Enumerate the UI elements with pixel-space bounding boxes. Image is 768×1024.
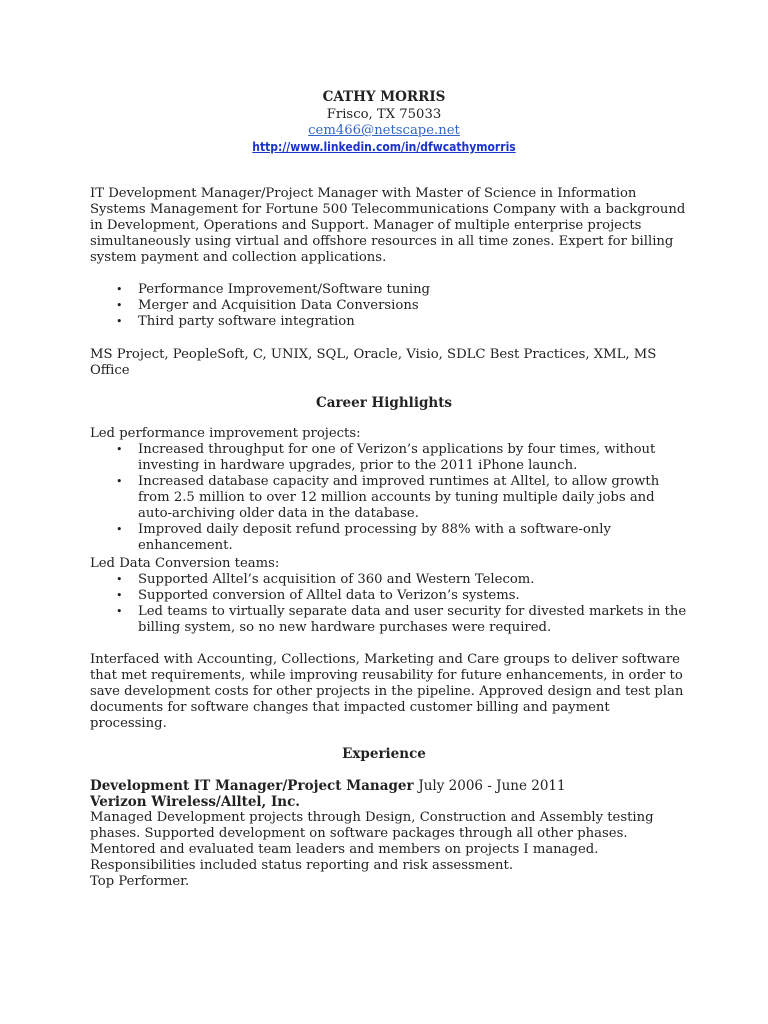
career-group-intro: Led performance improvement projects: [90, 426, 361, 441]
list-item: • Improved daily deposit refund processing by 88% with a software-only enhancement. [90, 522, 690, 554]
summary-paragraph: IT Development Manager/Project Manager with Master of Science in Information Systems Management for Fortune 500 Telecommunications Company with a background in Development, Operations and Support. Manager of multiple enterprise projects simultaneously using virtual and offshore resources in all time zones. Expert for billing system payment and collection applications. [90, 186, 686, 265]
list-item: • Supported Alltel’s acquisition of 360 and Western Telecom. [90, 572, 690, 588]
list-item: • Increased database capacity and improved runtimes at Alltel, to allow growth from 2.5 million to over 12 million accounts by tuning multiple daily jobs and auto-archiving older data in the database. [90, 474, 690, 522]
list-item: • Merger and Acquisition Data Conversions [90, 298, 690, 314]
candidate-location: Frisco, TX 75033 [326, 107, 442, 122]
career-highlights-heading: Career Highlights [315, 395, 453, 411]
list-item: • Led teams to virtually separate data and user security for divested markets in the billing system, so no new hardware purchases were required. [90, 604, 690, 636]
job-dates: July 2006 - June 2011 [418, 778, 566, 794]
conversion-bullet-list [90, 572, 690, 636]
list-item: • Increased throughput for one of Verizon’s applications by four times, without investing in hardware upgrades, prior to the 2011 iPhone launch. [90, 442, 690, 474]
company-name: Verizon Wireless/Alltel, Inc. [90, 794, 300, 810]
job-title: Development IT Manager/Project Manager [90, 778, 414, 794]
skills-line: MS Project, PeopleSoft, C, UNIX, SQL, Oracle, Visio, SDLC Best Practices, XML, MS Office [90, 347, 657, 378]
experience-heading: Experience [342, 746, 426, 762]
job-note: Top Performer. [90, 874, 190, 889]
linkedin-link[interactable]: http://www.linkedin.com/in/dfwcathymorris [252, 140, 516, 154]
email-link[interactable]: cem466@netscape.net [308, 123, 460, 138]
list-item: • Performance Improvement/Software tuning [90, 282, 690, 298]
candidate-name: CATHY MORRIS [322, 89, 446, 105]
performance-bullet-list [90, 442, 690, 554]
career-group-intro: Led Data Conversion teams: [90, 556, 280, 571]
career-paragraph: Interfaced with Accounting, Collections, Marketing and Care groups to deliver software that met requirements, while improving reusability for future enhancements, in order to save development costs for other projects in the pipeline. Approved design and test plan documents for software changes that impacted customer billing and payment processing. [90, 652, 684, 731]
summary-bullet-list [90, 282, 690, 330]
list-item: • Third party software integration [90, 314, 690, 330]
job-title-line [90, 778, 690, 794]
job-description: Managed Development projects through Design, Construction and Assembly testing phases. Supported development on software packages through all other phases. Mentored and evaluated team leaders and members on projects I managed. Responsibilities included status reporting and risk assessment. [90, 810, 654, 873]
list-item: • Supported conversion of Alltel data to Verizon’s systems. [90, 588, 690, 604]
